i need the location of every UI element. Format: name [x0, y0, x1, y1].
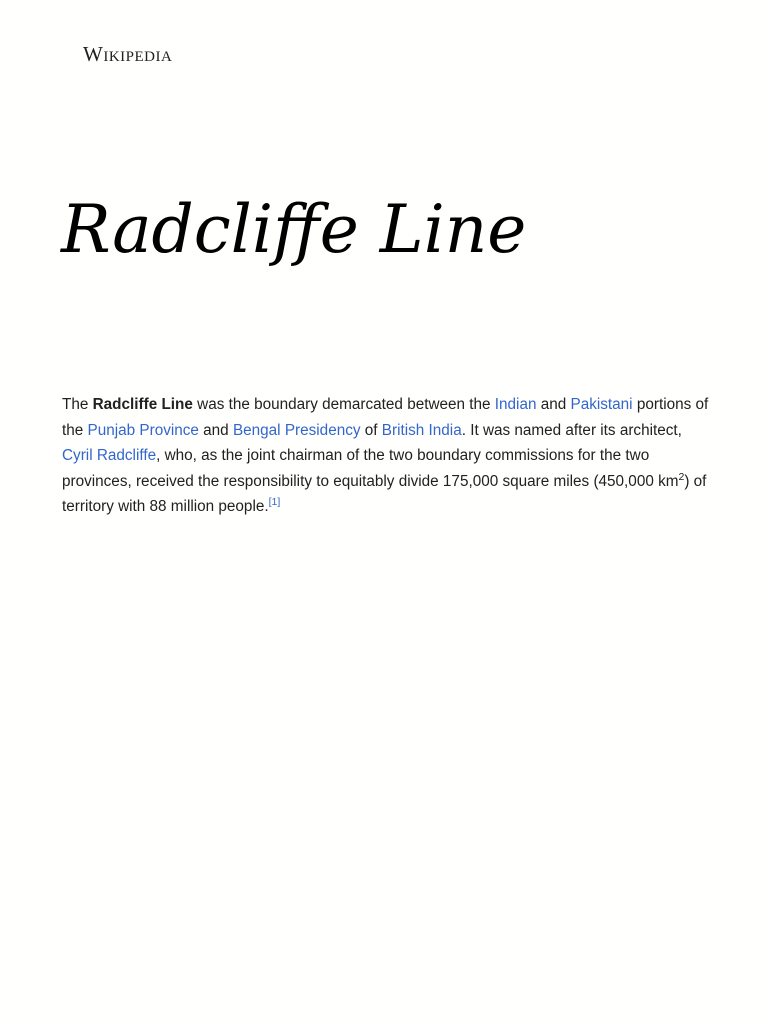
link-indian[interactable]: Indian — [494, 396, 537, 413]
lead-text: portions of the — [62, 396, 709, 439]
bold-term: Radcliffe Line — [92, 396, 193, 413]
superscript-2: 2 — [678, 470, 685, 483]
lead-text: , who, as the joint chairman of the two boundary commissions for the two provinces, received the responsibility to equitably divide 175,000 square miles (450,000 km — [62, 447, 679, 490]
lead-text: was the boundary demarcated between the — [192, 396, 495, 413]
lead-text: of — [360, 421, 382, 439]
link-cyril-radcliffe[interactable]: Cyril Radcliffe — [62, 447, 157, 465]
reference-superscript — [269, 496, 281, 508]
page-title: Radcliffe Line — [61, 191, 527, 268]
lead-text: and — [536, 396, 571, 413]
lead-text: . It was named after its architect, — [461, 421, 682, 439]
lead-text: ) of territory with 88 million people. — [62, 472, 707, 516]
lead-paragraph — [62, 392, 714, 520]
link-pakistani[interactable]: Pakistani — [570, 396, 633, 413]
wikipedia-wordmark[interactable]: Wikipedia — [83, 42, 173, 66]
link-british-india[interactable]: British India — [381, 421, 462, 439]
reference-link-1[interactable]: [1] — [268, 496, 281, 509]
lead-text: The — [62, 396, 93, 413]
link-punjab-province[interactable]: Punjab Province — [87, 421, 199, 439]
lead-text: and — [198, 421, 233, 439]
link-bengal-presidency[interactable]: Bengal Presidency — [232, 421, 361, 439]
